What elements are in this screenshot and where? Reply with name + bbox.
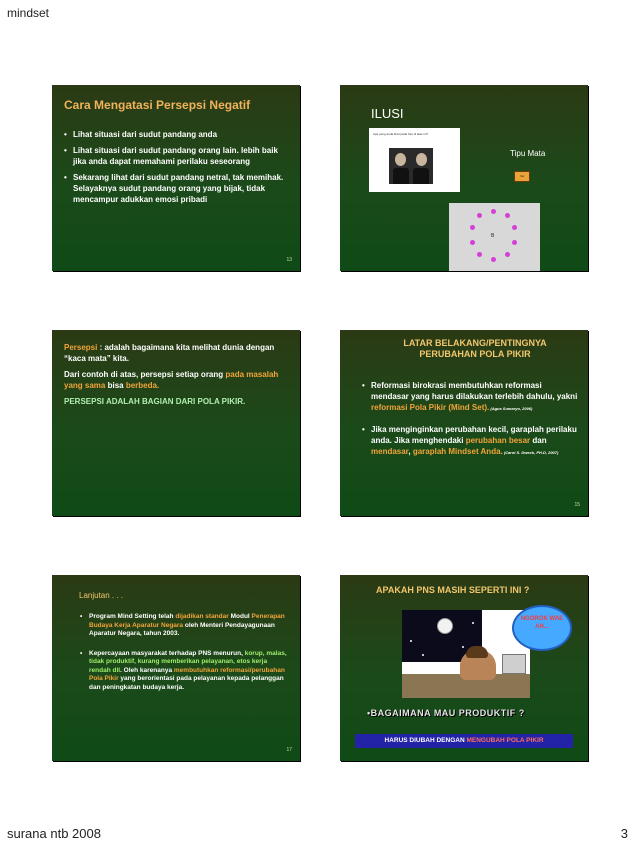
- clock-icon: [437, 618, 453, 634]
- citation: (Agus Sumaryo, 2006): [489, 406, 533, 411]
- highlight: pada masalah yang sama: [64, 370, 279, 390]
- text: . Oleh karenanya: [120, 666, 174, 674]
- text: Modul: [228, 613, 252, 620]
- text: Program Mind Setting telah: [89, 613, 176, 620]
- bullet-item: [80, 613, 290, 639]
- text: dan: [530, 436, 547, 445]
- text: Jika menginginkan perubahan kecil, garaplah perilaku anda. Jika menghendaki: [371, 425, 577, 445]
- bullet-item: [362, 424, 580, 458]
- page-header: mindset: [7, 6, 50, 20]
- slide-title: [370, 338, 580, 360]
- text: oleh Menteri Pendayagunaan Aparatur Negara, tahun 2003.: [89, 621, 275, 637]
- page-number: 3: [620, 826, 628, 841]
- bullet-item: • Lihat situasi dari sudut pandang anda: [64, 129, 290, 140]
- slide-latar-belakang: [340, 330, 588, 516]
- illusion-photo: [369, 128, 460, 192]
- slide-title: Cara Mengatasi Persepsi Negatif: [64, 98, 251, 112]
- photo-caption: Apa yang anda lihat pada foto di atas ini?: [373, 132, 429, 136]
- example-paragraph: [64, 369, 292, 391]
- slide-persepsi-negatif: [52, 85, 300, 271]
- footer-text: surana ntb 2008: [7, 826, 101, 841]
- bullet-item: • Lihat situasi dari sudut pandang orang lain. lebih baik jika anda dapat memahami perilaku seseorang: [64, 145, 290, 167]
- highlight: reformasi Pola Pikir (Mind Set).: [371, 403, 490, 412]
- slide-lanjutan: [52, 575, 300, 761]
- conclusion: PERSEPSI ADALAH BAGIAN DARI POLA PIKIR.: [64, 397, 246, 406]
- highlight: berbeda.: [125, 381, 160, 390]
- thought-cloud: [512, 605, 572, 651]
- text: Dari contoh di atas, persepsi setiap orang: [64, 370, 226, 379]
- tipu-mata-label: Tipu Mata: [510, 149, 546, 158]
- dot-circle-illusion: [449, 203, 540, 271]
- text: Reformasi birokrasi membutuhkan reformasi mendasar yang harus dilakukan terlebih dahulu, yakni: [371, 381, 578, 401]
- sleeping-person: [460, 650, 496, 680]
- text: ,: [408, 447, 413, 456]
- title-line: PERUBAHAN POLA PIKIR: [419, 349, 531, 359]
- bullet-list: [80, 613, 290, 703]
- term: Persepsi: [64, 343, 98, 352]
- bullet-list: [362, 380, 580, 468]
- slide-persepsi: [52, 330, 300, 516]
- slide-title: ILUSI: [371, 106, 404, 121]
- cloud-text: NGOROK WAE AH...: [520, 616, 564, 630]
- bullet-item: [362, 380, 580, 414]
- banner-text: HARUS DIUBAH DENGAN: [384, 737, 467, 744]
- slide-number: 13: [286, 257, 292, 263]
- highlight: mendasar: [371, 447, 409, 456]
- slide-title: Lanjutan . . .: [79, 591, 124, 600]
- slide-ilusi: [340, 85, 588, 271]
- highlight: membutuhkan reformasi/perubahan Pola Pikir: [89, 666, 285, 682]
- slide-title: APAKAH PNS MASIH SEPERTI INI ?: [376, 585, 530, 595]
- monitor-icon: [502, 654, 526, 674]
- text: yang berorientasi pada pelayanan kepada pelanggan dan peningkatan budaya kerja.: [89, 675, 284, 691]
- text: Kepercayaan masyarakat terhadap PNS menurun,: [89, 649, 245, 657]
- citation: (Carol S. Dweck, PH.D, 2007): [502, 450, 559, 455]
- bullet-item: [80, 650, 290, 693]
- question-text: •BAGAIMANA MAU PRODUKTIF ?: [367, 708, 525, 718]
- two-men-image: [389, 148, 433, 184]
- banner-highlight: MENGUBAH POLA PIKIR: [466, 737, 544, 744]
- title-line: LATAR BELAKANG/PENTINGNYA: [403, 338, 547, 348]
- slide-number: 15: [574, 502, 580, 508]
- bullet-item: • Sekarang lihat dari sudut pandang netral, tak memihak. Selayaknya sudut pandang orang yang bijak, tidak mencampur adukkan emosi pribadi: [64, 172, 290, 205]
- definition-paragraph: [64, 342, 292, 364]
- slide-body: [64, 342, 292, 412]
- slide-number: 17: [286, 747, 292, 753]
- text: bisa: [105, 381, 126, 390]
- sleeping-worker-image: [402, 610, 530, 698]
- highlight: perubahan besar: [465, 436, 531, 445]
- highlight: dijadikan standar: [175, 613, 229, 620]
- circle-center-label: B: [491, 233, 495, 239]
- bullet-list: [64, 129, 290, 210]
- definition: : adalah bagaimana kita melihat dunia dengan “kaca mata” kita.: [64, 343, 275, 363]
- banner: [355, 734, 573, 748]
- highlight: korup, malas, tidak produktif, kurang memberikan pelayanan, etos kerja rendah dll: [89, 649, 287, 674]
- hat-image: hat: [514, 171, 530, 182]
- highlight: Penerapan Budaya Kerja Aparatur Negara: [89, 613, 285, 629]
- highlight: garaplah Mindset Anda.: [412, 447, 503, 456]
- slide-apakah-pns: [340, 575, 588, 761]
